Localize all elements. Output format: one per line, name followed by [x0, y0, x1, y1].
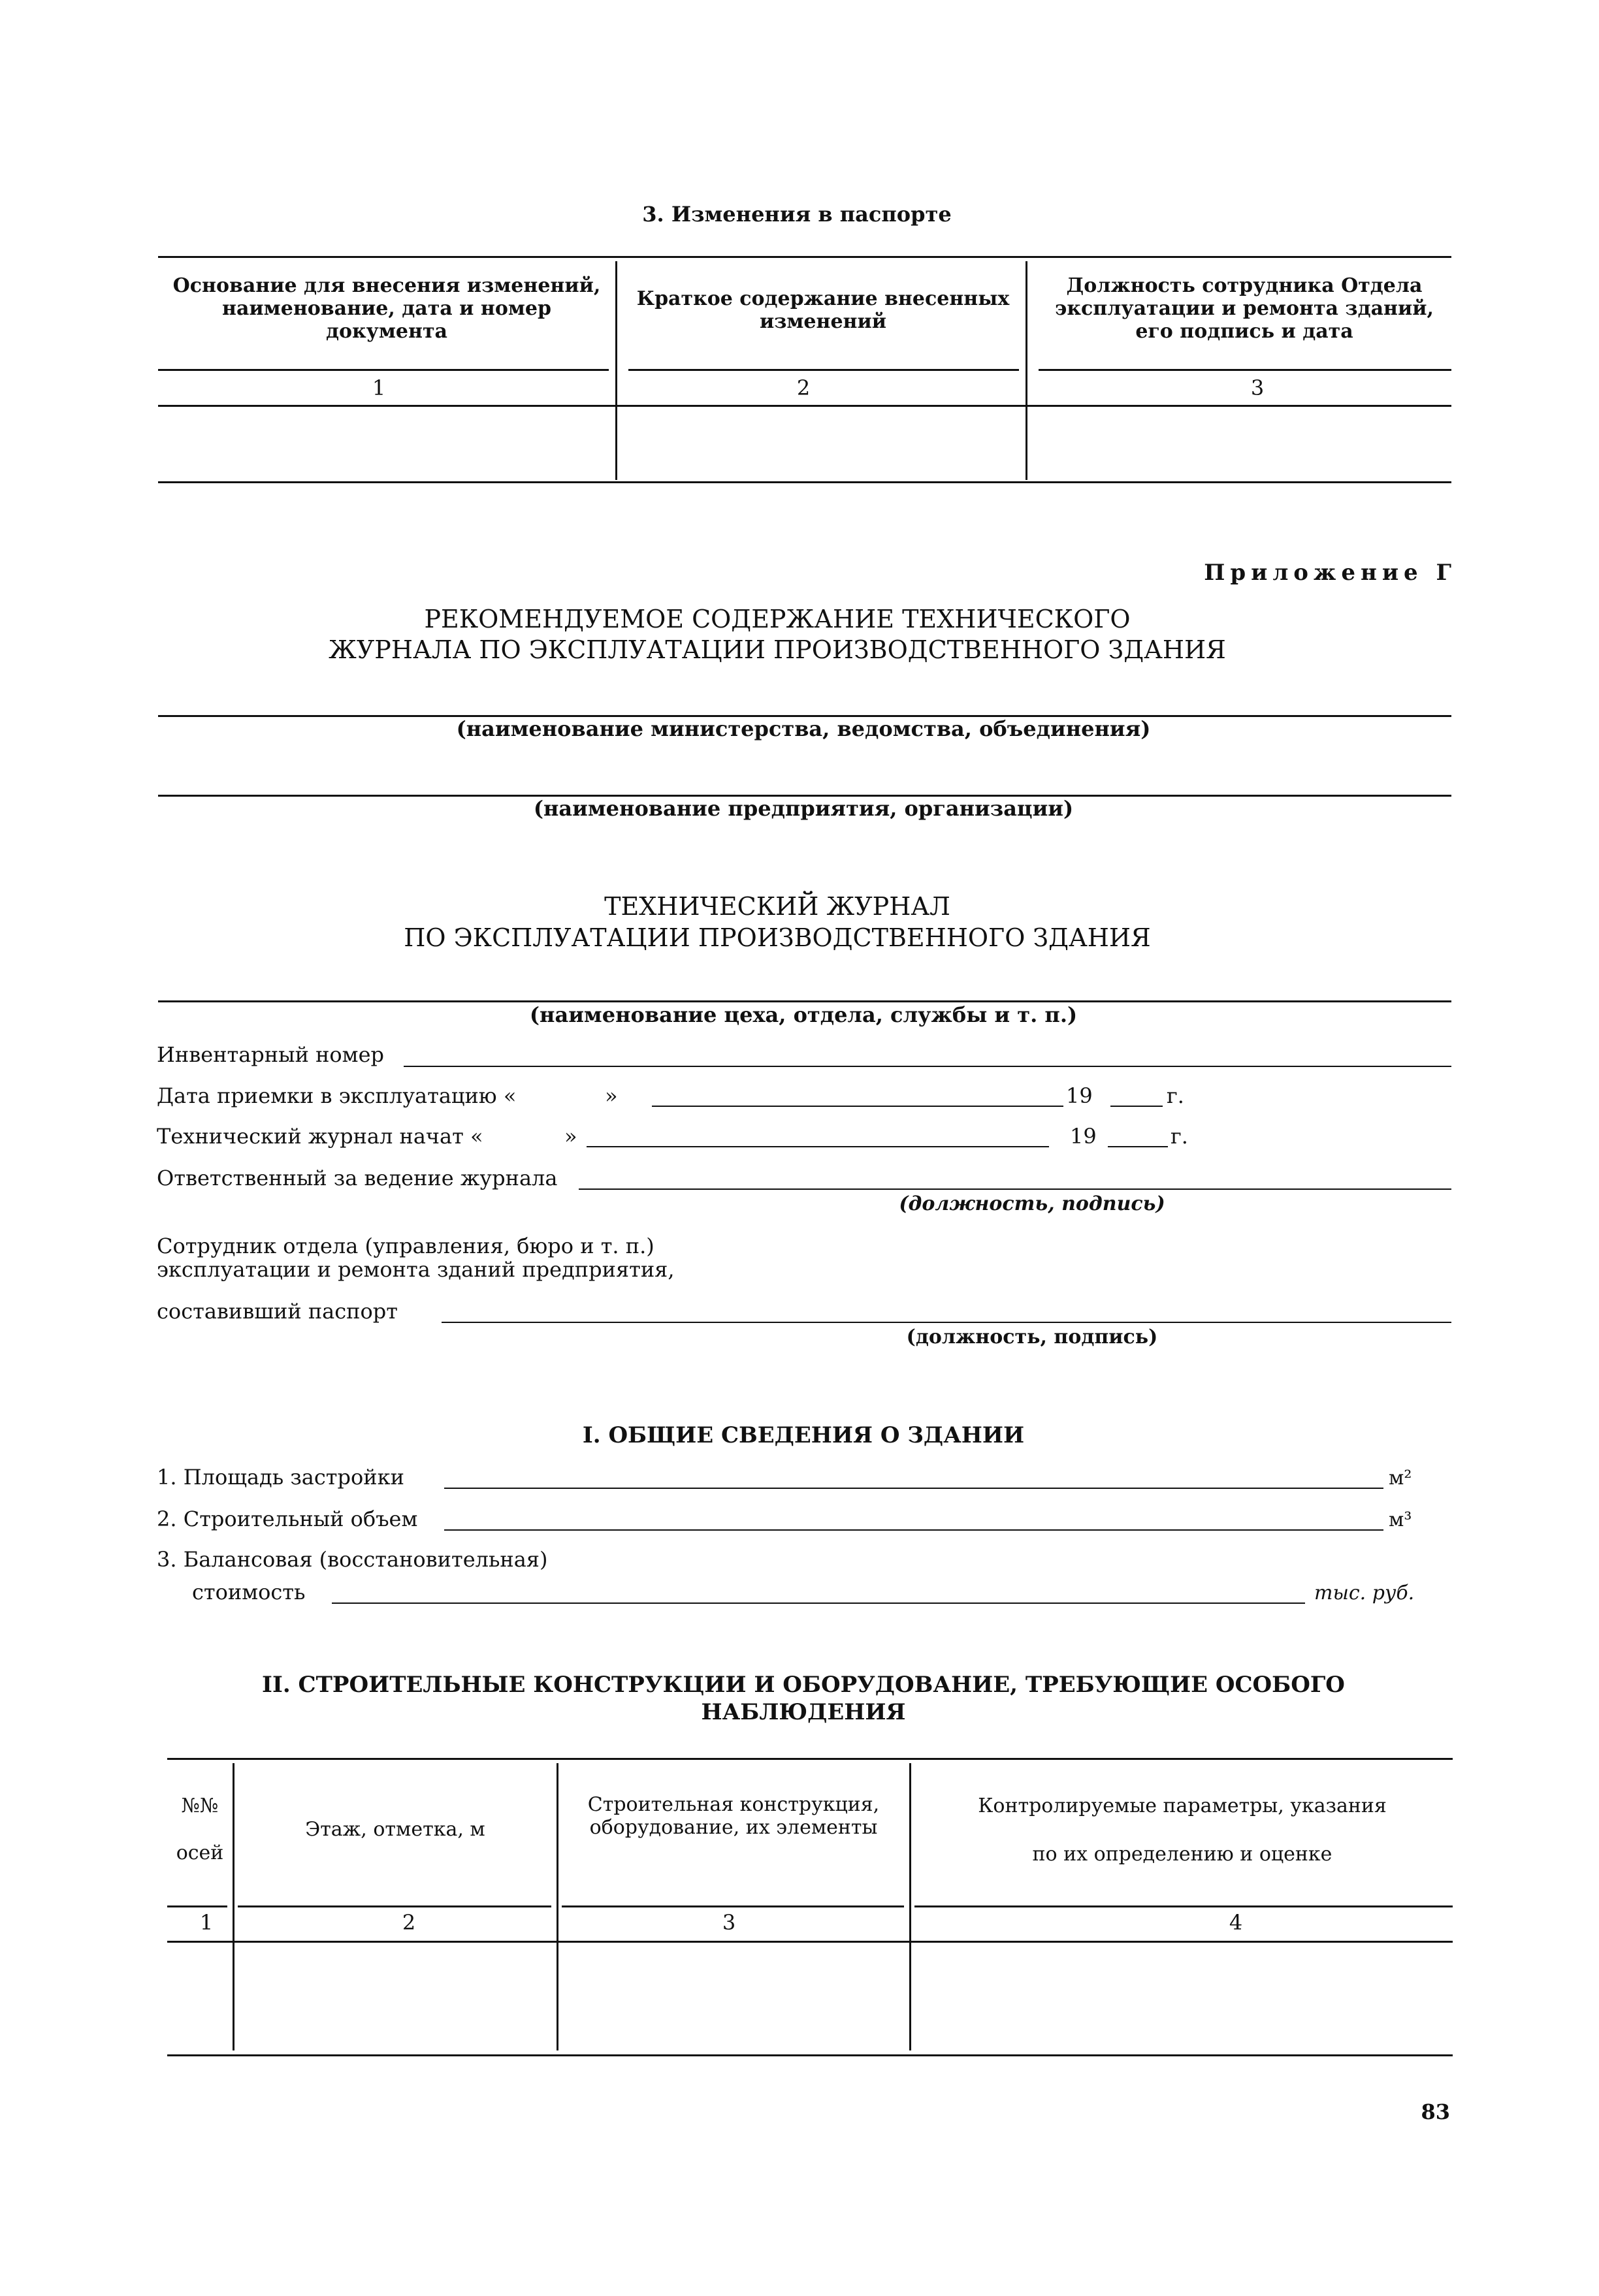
item3-unit: тыс. руб.: [1314, 1582, 1415, 1604]
appendix-title-line2: ЖУРНАЛА ПО ЭКСПЛУАТАЦИИ ПРОИЗВОДСТВЕННОГО ЗДАНИЯ: [329, 635, 1226, 664]
acceptance-year-suffix: г.: [1167, 1083, 1184, 1108]
employee-label-line3: составивший паспорт: [157, 1299, 398, 1324]
table2-header-rule-3: [562, 1905, 904, 1907]
table2-header-rule-1: [167, 1905, 227, 1907]
responsible-caption: (должность, подпись): [899, 1192, 1165, 1215]
section2-title-line1: II. СТРОИТЕЛЬНЫЕ КОНСТРУКЦИИ И ОБОРУДОВАНИЕ, ТРЕБУЮЩИЕ ОСОБОГО: [262, 1672, 1345, 1698]
table1-number-rule: [158, 405, 1451, 407]
table2-col-divider-1: [233, 1763, 234, 2050]
table1-header-rule-1: [158, 369, 609, 371]
item3-field[interactable]: [332, 1602, 1305, 1604]
table2-col-divider-3: [909, 1763, 911, 2050]
employee-caption: (должность, подпись): [906, 1326, 1158, 1348]
item1-label: 1. Площадь застройки: [157, 1465, 404, 1490]
table1-col-divider-1: [615, 261, 617, 480]
table1-bottom-rule: [158, 481, 1451, 483]
page-number: 83: [1421, 2099, 1450, 2124]
started-year-suffix: г.: [1171, 1124, 1188, 1149]
appendix-label: Приложение Г: [1204, 560, 1457, 586]
table2-col1-header-line1: №№: [181, 1794, 219, 1817]
table1-col3-header: Должность сотрудника Отдела эксплуатации и ремонта зданий, его подпись и дата: [1055, 274, 1434, 343]
table2-col3-header: Строительная конструкция, оборудование, их элементы: [587, 1793, 880, 1839]
employee-label-line1: Сотрудник отдела (управления, бюро и т. п.): [157, 1234, 654, 1258]
table2-colnum-4: 4: [1229, 1910, 1243, 1935]
table2-col4-header-line2: по их определению и оценке: [1032, 1843, 1332, 1866]
enterprise-caption: (наименование предприятия, организации): [533, 796, 1074, 821]
item1-unit: м²: [1389, 1467, 1412, 1490]
table2-colnum-2: 2: [402, 1910, 416, 1935]
item2-label: 2. Строительный объем: [157, 1507, 418, 1531]
inventory-field[interactable]: [404, 1066, 1451, 1067]
table1-colnum-2: 2: [796, 375, 811, 400]
table2-number-rule: [167, 1941, 1453, 1943]
table1-col1-header: Основание для внесения изменений, наименование, дата и номер документа: [172, 274, 601, 343]
table2-bottom-rule: [167, 2054, 1453, 2056]
responsible-field[interactable]: [579, 1188, 1451, 1190]
journal-title-line2: ПО ЭКСПЛУАТАЦИИ ПРОИЗВОДСТВЕННОГО ЗДАНИЯ: [404, 923, 1151, 952]
table1-header-rule-3: [1039, 369, 1451, 371]
table2-header-rule-2: [238, 1905, 551, 1907]
acceptance-year-field[interactable]: [1110, 1106, 1163, 1107]
table2-col2-header: Этаж, отметка, м: [305, 1818, 485, 1841]
inventory-label: Инвентарный номер: [157, 1042, 384, 1067]
ministry-caption: (наименование министерства, ведомства, объединения): [456, 716, 1151, 741]
started-date-field[interactable]: [587, 1146, 1049, 1147]
table1-top-rule: [158, 256, 1451, 258]
started-quote-close: »: [564, 1124, 577, 1149]
table2-col1-header-line2: осей: [176, 1842, 224, 1864]
workshop-caption: (наименование цеха, отдела, службы и т. п.): [529, 1002, 1078, 1027]
table1-col-divider-2: [1026, 261, 1027, 480]
acceptance-quote-close: »: [605, 1083, 618, 1108]
section3-title: 3. Изменения в паспорте: [642, 202, 952, 227]
item3-label-line1: 3. Балансовая (восстановительная): [157, 1547, 548, 1572]
item2-unit: м³: [1389, 1508, 1412, 1531]
item2-field[interactable]: [444, 1529, 1383, 1531]
table2-colnum-1: 1: [199, 1910, 214, 1935]
acceptance-year-prefix: 19: [1066, 1083, 1093, 1108]
acceptance-date-field[interactable]: [652, 1106, 1063, 1107]
started-year-prefix: 19: [1070, 1124, 1097, 1149]
table1-header-rule-2: [628, 369, 1019, 371]
journal-title-line1: ТЕХНИЧЕСКИЙ ЖУРНАЛ: [604, 892, 950, 921]
table1-col2-header: Краткое содержание внесенных изменений: [636, 287, 1010, 333]
started-year-field[interactable]: [1108, 1146, 1168, 1147]
table1-colnum-3: 3: [1250, 375, 1265, 400]
appendix-title-line1: РЕКОМЕНДУЕМОЕ СОДЕРЖАНИЕ ТЕХНИЧЕСКОГО: [424, 605, 1131, 633]
employee-label-line2: эксплуатации и ремонта зданий предприятия,: [157, 1257, 675, 1282]
table2-header-rule-4: [914, 1905, 1453, 1907]
acceptance-label: Дата приемки в эксплуатацию «: [157, 1083, 517, 1108]
table2-col-divider-2: [557, 1763, 558, 2050]
table1-colnum-1: 1: [372, 375, 386, 400]
responsible-label: Ответственный за ведение журнала: [157, 1166, 558, 1190]
started-label: Технический журнал начат «: [157, 1124, 483, 1149]
item3-label-line2: стоимость: [192, 1580, 306, 1604]
employee-field[interactable]: [442, 1322, 1451, 1323]
table2-colnum-3: 3: [722, 1910, 736, 1935]
section2-title-line2: НАБЛЮДЕНИЯ: [701, 1699, 906, 1725]
table2-top-rule: [167, 1758, 1453, 1760]
table2-col4-header-line1: Контролируемые параметры, указания: [978, 1794, 1387, 1817]
item1-field[interactable]: [444, 1488, 1383, 1489]
section1-title: I. ОБЩИЕ СВЕДЕНИЯ О ЗДАНИИ: [582, 1422, 1025, 1448]
